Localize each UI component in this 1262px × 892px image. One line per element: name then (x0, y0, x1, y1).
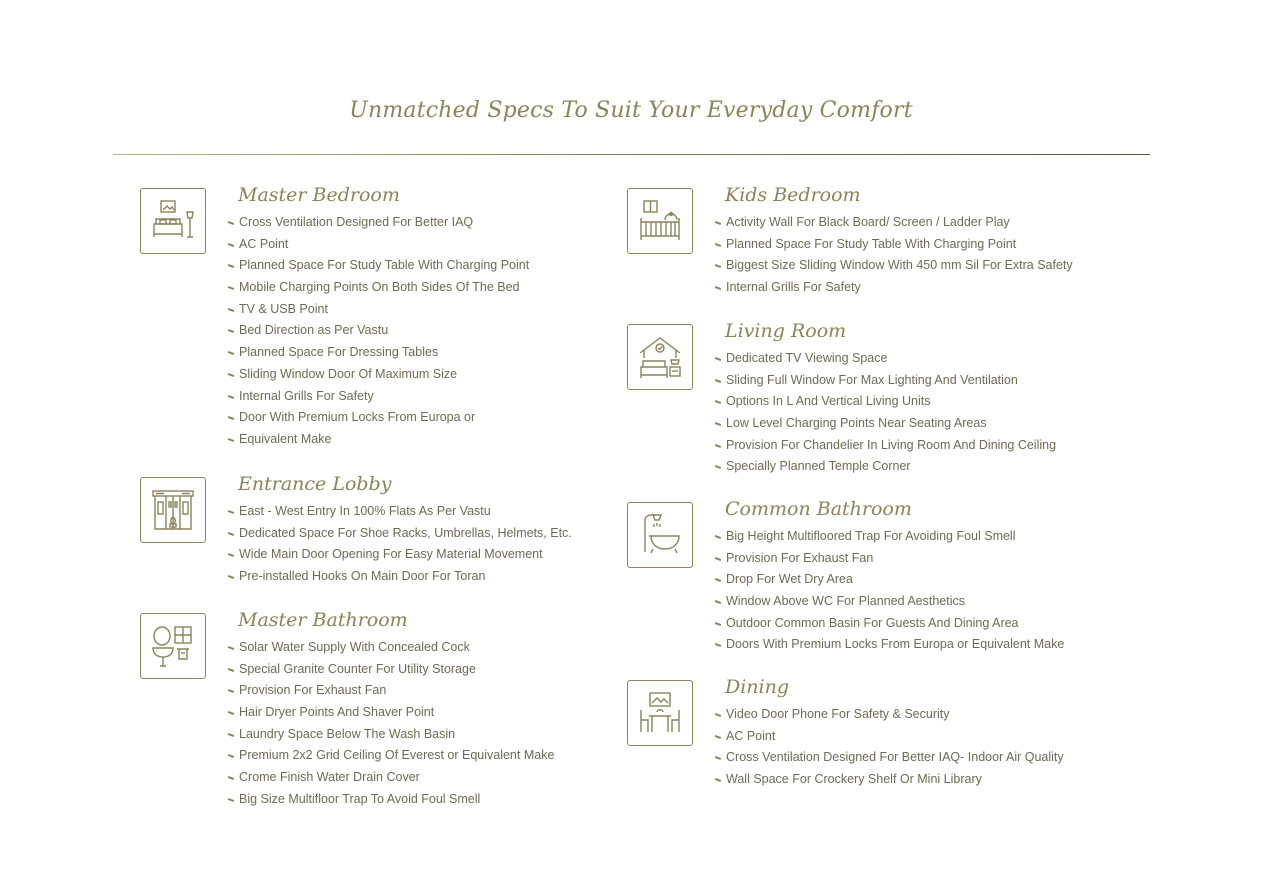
dining-table-icon (627, 680, 693, 746)
spec-item: Premium 2x2 Grid Ceiling Of Everest or Equivalent Make (228, 745, 554, 767)
spec-item: Provision For Chandelier In Living Room And Dining Ceiling (715, 435, 1056, 457)
bathtub-icon (627, 502, 693, 568)
section-title: Common Bathroom (725, 498, 912, 520)
crib-icon (627, 188, 693, 254)
spec-item: Specially Planned Temple Corner (715, 456, 1056, 478)
spec-item: Dedicated Space For Shoe Racks, Umbrellas, Helmets, Etc. (228, 523, 572, 545)
spec-item: Wide Main Door Opening For Easy Material Movement (228, 544, 572, 566)
spec-item: Mobile Charging Points On Both Sides Of The Bed (228, 277, 529, 299)
spec-item: Planned Space For Study Table With Charging Point (228, 255, 529, 277)
spec-item: Big Size Multifloor Trap To Avoid Foul Smell (228, 789, 554, 811)
spec-item: Drop For Wet Dry Area (715, 569, 1064, 591)
spec-item: Activity Wall For Black Board/ Screen / Ladder Play (715, 212, 1073, 234)
spec-item: Provision For Exhaust Fan (715, 548, 1064, 570)
spec-item: Biggest Size Sliding Window With 450 mm Sil For Extra Safety (715, 255, 1073, 277)
spec-list (228, 501, 572, 588)
spec-item: Equivalent Make (228, 429, 529, 451)
door-icon (140, 477, 206, 543)
spec-item: Pre-installed Hooks On Main Door For Toran (228, 566, 572, 588)
home-bed-icon (627, 324, 693, 390)
section-title: Master Bathroom (238, 609, 408, 631)
page-title: Unmatched Specs To Suit Your Everyday Comfort (349, 98, 913, 123)
spec-list (228, 637, 554, 811)
washbasin-icon (140, 613, 206, 679)
spec-item: Low Level Charging Points Near Seating Areas (715, 413, 1056, 435)
spec-item: AC Point (228, 234, 529, 256)
section-title: Dining (725, 676, 790, 698)
spec-item: Big Height Multifloored Trap For Avoiding Foul Smell (715, 526, 1064, 548)
spec-item: Sliding Full Window For Max Lighting And Ventilation (715, 370, 1056, 392)
spec-item: Special Granite Counter For Utility Storage (228, 659, 554, 681)
spec-item: Planned Space For Study Table With Charging Point (715, 234, 1073, 256)
spec-item: Crome Finish Water Drain Cover (228, 767, 554, 789)
spec-item: Wall Space For Crockery Shelf Or Mini Library (715, 769, 1064, 791)
spec-item: Laundry Space Below The Wash Basin (228, 724, 554, 746)
spec-item: Sliding Window Door Of Maximum Size (228, 364, 529, 386)
section-title: Kids Bedroom (725, 184, 861, 206)
spec-item: Solar Water Supply With Concealed Cock (228, 637, 554, 659)
spec-item: AC Point (715, 726, 1064, 748)
spec-item: Dedicated TV Viewing Space (715, 348, 1056, 370)
spec-item: Options In L And Vertical Living Units (715, 391, 1056, 413)
spec-item: Doors With Premium Locks From Europa or Equivalent Make (715, 634, 1064, 656)
spec-item: Provision For Exhaust Fan (228, 680, 554, 702)
spec-item: Internal Grills For Safety (228, 386, 529, 408)
section-title: Entrance Lobby (238, 473, 392, 495)
section-title: Living Room (725, 320, 847, 342)
spec-item: Outdoor Common Basin For Guests And Dining Area (715, 613, 1064, 635)
spec-list (715, 704, 1064, 791)
spec-item: Door With Premium Locks From Europa or (228, 407, 529, 429)
spec-item: Cross Ventilation Designed For Better IAQ- Indoor Air Quality (715, 747, 1064, 769)
section-title: Master Bedroom (238, 184, 400, 206)
divider (113, 154, 1150, 155)
spec-list (715, 348, 1056, 478)
spec-item: Video Door Phone For Safety & Security (715, 704, 1064, 726)
spec-list (228, 212, 529, 451)
spec-item: TV & USB Point (228, 299, 529, 321)
spec-item: Internal Grills For Safety (715, 277, 1073, 299)
spec-item: Hair Dryer Points And Shaver Point (228, 702, 554, 724)
spec-item: Window Above WC For Planned Aesthetics (715, 591, 1064, 613)
spec-list (715, 212, 1073, 299)
spec-list (715, 526, 1064, 656)
spec-item: Bed Direction as Per Vastu (228, 320, 529, 342)
spec-item: Planned Space For Dressing Tables (228, 342, 529, 364)
spec-item: East - West Entry In 100% Flats As Per Vastu (228, 501, 572, 523)
bedroom-icon (140, 188, 206, 254)
spec-item: Cross Ventilation Designed For Better IAQ (228, 212, 529, 234)
